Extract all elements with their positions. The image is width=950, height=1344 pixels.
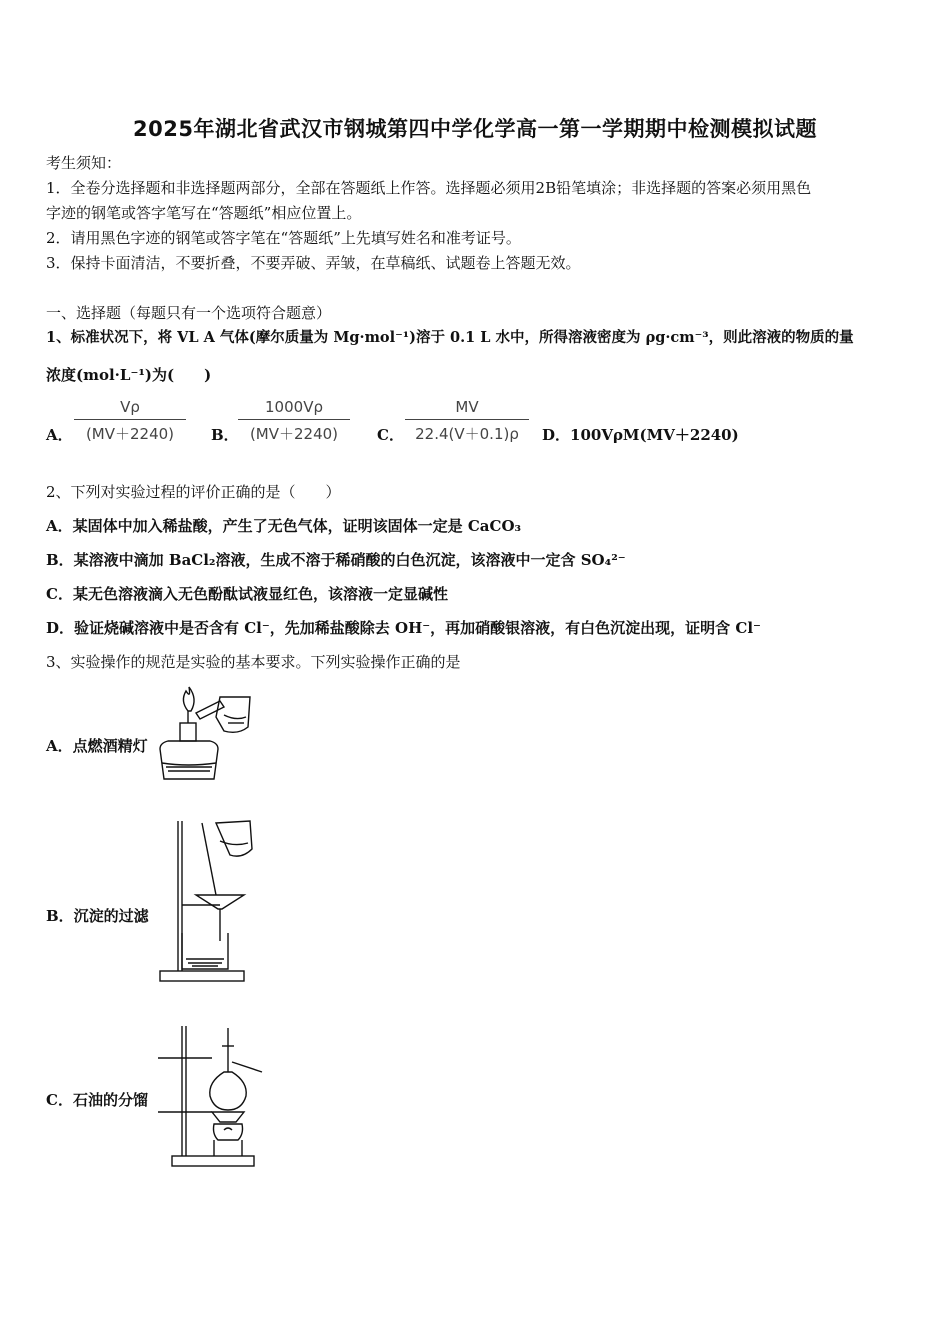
notice-line-2: 2．请用黑色字迹的钢笔或答字笔在“答题纸”上先填写姓名和准考证号。 (46, 229, 521, 247)
q1-option-b-label: B． (211, 426, 239, 444)
q2-option-d: D．验证烧碱溶液中是否含有 Cl⁻，先加稀盐酸除去 OH⁻，再加硝酸银溶液，有白色沉淀出现，证明含 Cl⁻ (46, 619, 761, 637)
q2-option-b: B．某溶液中滴加 BaCl₂溶液，生成不溶于稀硝酸的白色沉淀，该溶液中一定含 SO₄²⁻ (46, 551, 626, 569)
q1-option-b-fraction (238, 398, 350, 444)
q1-option-a-label: A． (46, 426, 73, 444)
q3-option-c: C．石油的分馏 (46, 1091, 148, 1109)
notice-line-3: 3．保持卡面清洁，不要折叠，不要弄破、弄皱，在草稿纸、试题卷上答题无效。 (46, 254, 581, 272)
alcohol-lamp-figure (158, 683, 258, 783)
q1-stem-line2: 浓度(mol·L⁻¹)为( ) (46, 366, 212, 384)
q2-stem: 2、下列对实验过程的评价正确的是（ ） (46, 483, 341, 501)
q1-stem-line1: 1、标准状况下，将 VL A 气体(摩尔质量为 Mg·mol⁻¹)溶于 0.1 L 水中，所得溶液密度为 ρg·cm⁻³，则此溶液的物质的量 (46, 329, 854, 346)
q1-option-b-denominator: (MV＋2240) (249, 425, 339, 443)
distillation-figure (158, 1022, 268, 1170)
q3-option-b: B．沉淀的过滤 (46, 907, 149, 925)
q1-option-b-numerator: 1000Vρ (265, 398, 323, 416)
page-title: 2025年湖北省武汉市钢城第四中学化学高一第一学期期中检测模拟试题 (133, 117, 817, 141)
q3-option-a: A．点燃酒精灯 (46, 737, 148, 755)
q3-stem: 3、实验操作的规范是实验的基本要求。下列实验操作正确的是 (46, 653, 461, 671)
notice-line-1b: 字迹的钢笔或答字笔写在“答题纸”相应位置上。 (46, 204, 362, 222)
q1-option-a-denominator: (MV＋2240) (85, 425, 175, 443)
q1-option-c-fraction (405, 398, 529, 444)
q1-option-c-numerator: MV (455, 398, 479, 416)
filtration-figure (158, 815, 258, 985)
q1-option-c-denominator: 22.4(V＋0.1)ρ (415, 425, 519, 443)
notice-line-1a: 1．全卷分选择题和非选择题两部分，全部在答题纸上作答。选择题必须用2B铅笔填涂；非选择题的答案必须用黑色 (46, 179, 812, 197)
q1-option-d: D．100VρM(MV＋2240) (542, 426, 739, 444)
q2-option-a: A．某固体中加入稀盐酸，产生了无色气体，证明该固体一定是 CaCO₃ (46, 517, 522, 535)
section-heading: 一、选择题（每题只有一个选项符合题意） (46, 304, 332, 322)
q1-option-c-label: C． (377, 426, 404, 444)
notice-heading: 考生须知： (46, 154, 122, 172)
q1-option-a-numerator: Vρ (120, 398, 140, 416)
q2-option-c: C．某无色溶液滴入无色酚酞试液显红色，该溶液一定显碱性 (46, 585, 448, 603)
q1-option-a-fraction (74, 398, 186, 444)
